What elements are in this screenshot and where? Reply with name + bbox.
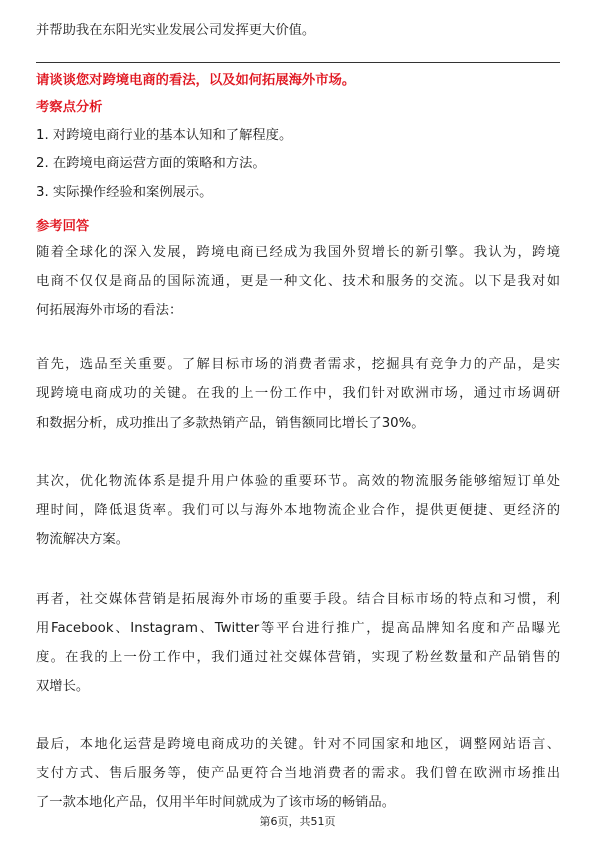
answer-paragraph-line: 度。在我的上一份工作中，我们通过社交媒体营销，实现了粉丝数量和产品销售的 bbox=[36, 650, 560, 665]
answer-paragraph-line: 用Facebook、Instagram、Twitter等平台进行推广，提高品牌知名度和产品曝光 bbox=[36, 621, 560, 636]
intro-tail-text: 并帮助我在东阳光实业发展公司发挥更大价值。 bbox=[36, 23, 316, 38]
analysis-item: 3. 实际操作经验和案例展示。 bbox=[36, 185, 213, 200]
answer-paragraph-line: 现跨境电商成功的关键。在我的上一份工作中，我们针对欧洲市场，通过市场调研 bbox=[36, 386, 560, 401]
answer-paragraph-line: 支付方式、售后服务等，使产品更符合当地消费者的需求。我们曾在欧洲市场推出 bbox=[36, 766, 560, 781]
answer-paragraph-line: 再者，社交媒体营销是拓展海外市场的重要手段。结合目标市场的特点和习惯，利 bbox=[36, 592, 560, 607]
answer-paragraph-line: 了一款本地化产品，仅用半年时间就成为了该市场的畅销品。 bbox=[36, 795, 396, 810]
answer-paragraph-line: 最后，本地化运营是跨境电商成功的关键。针对不同国家和地区，调整网站语言、 bbox=[36, 737, 560, 752]
answer-paragraph-line: 随着全球化的深入发展，跨境电商已经成为我国外贸增长的新引擎。我认为，跨境 bbox=[36, 245, 560, 260]
answer-paragraph-line: 理时间，降低退货率。我们可以与海外本地物流企业合作，提供更便捷、更经济的 bbox=[36, 503, 560, 518]
answer-paragraph-line: 电商不仅仅是商品的国际流通，更是一种文化、技术和服务的交流。以下是我对如 bbox=[36, 274, 560, 289]
answer-paragraph-line: 物流解决方案。 bbox=[36, 532, 130, 547]
analysis-item: 1. 对跨境电商行业的基本认知和了解程度。 bbox=[36, 128, 293, 143]
answer-paragraph-line: 和数据分析，成功推出了多款热销产品，销售额同比增长了30%。 bbox=[36, 416, 425, 431]
answer-paragraph-line: 双增长。 bbox=[36, 679, 90, 694]
page-number: 第6页，共51页 bbox=[259, 815, 336, 828]
section-divider bbox=[36, 62, 560, 63]
analysis-item: 2. 在跨境电商运营方面的策略和方法。 bbox=[36, 156, 266, 171]
answer-paragraph-line: 首先，选品至关重要。了解目标市场的消费者需求，挖掘具有竞争力的产品，是实 bbox=[36, 357, 560, 372]
answer-paragraph-line: 其次，优化物流体系是提升用户体验的重要环节。高效的物流服务能够缩短订单处 bbox=[36, 474, 560, 489]
analysis-heading: 考察点分析 bbox=[36, 100, 103, 115]
answer-heading: 参考回答 bbox=[36, 219, 90, 234]
question-heading: 请谈谈您对跨境电商的看法，以及如何拓展海外市场。 bbox=[36, 73, 356, 88]
answer-paragraph-line: 何拓展海外市场的看法： bbox=[36, 303, 183, 318]
